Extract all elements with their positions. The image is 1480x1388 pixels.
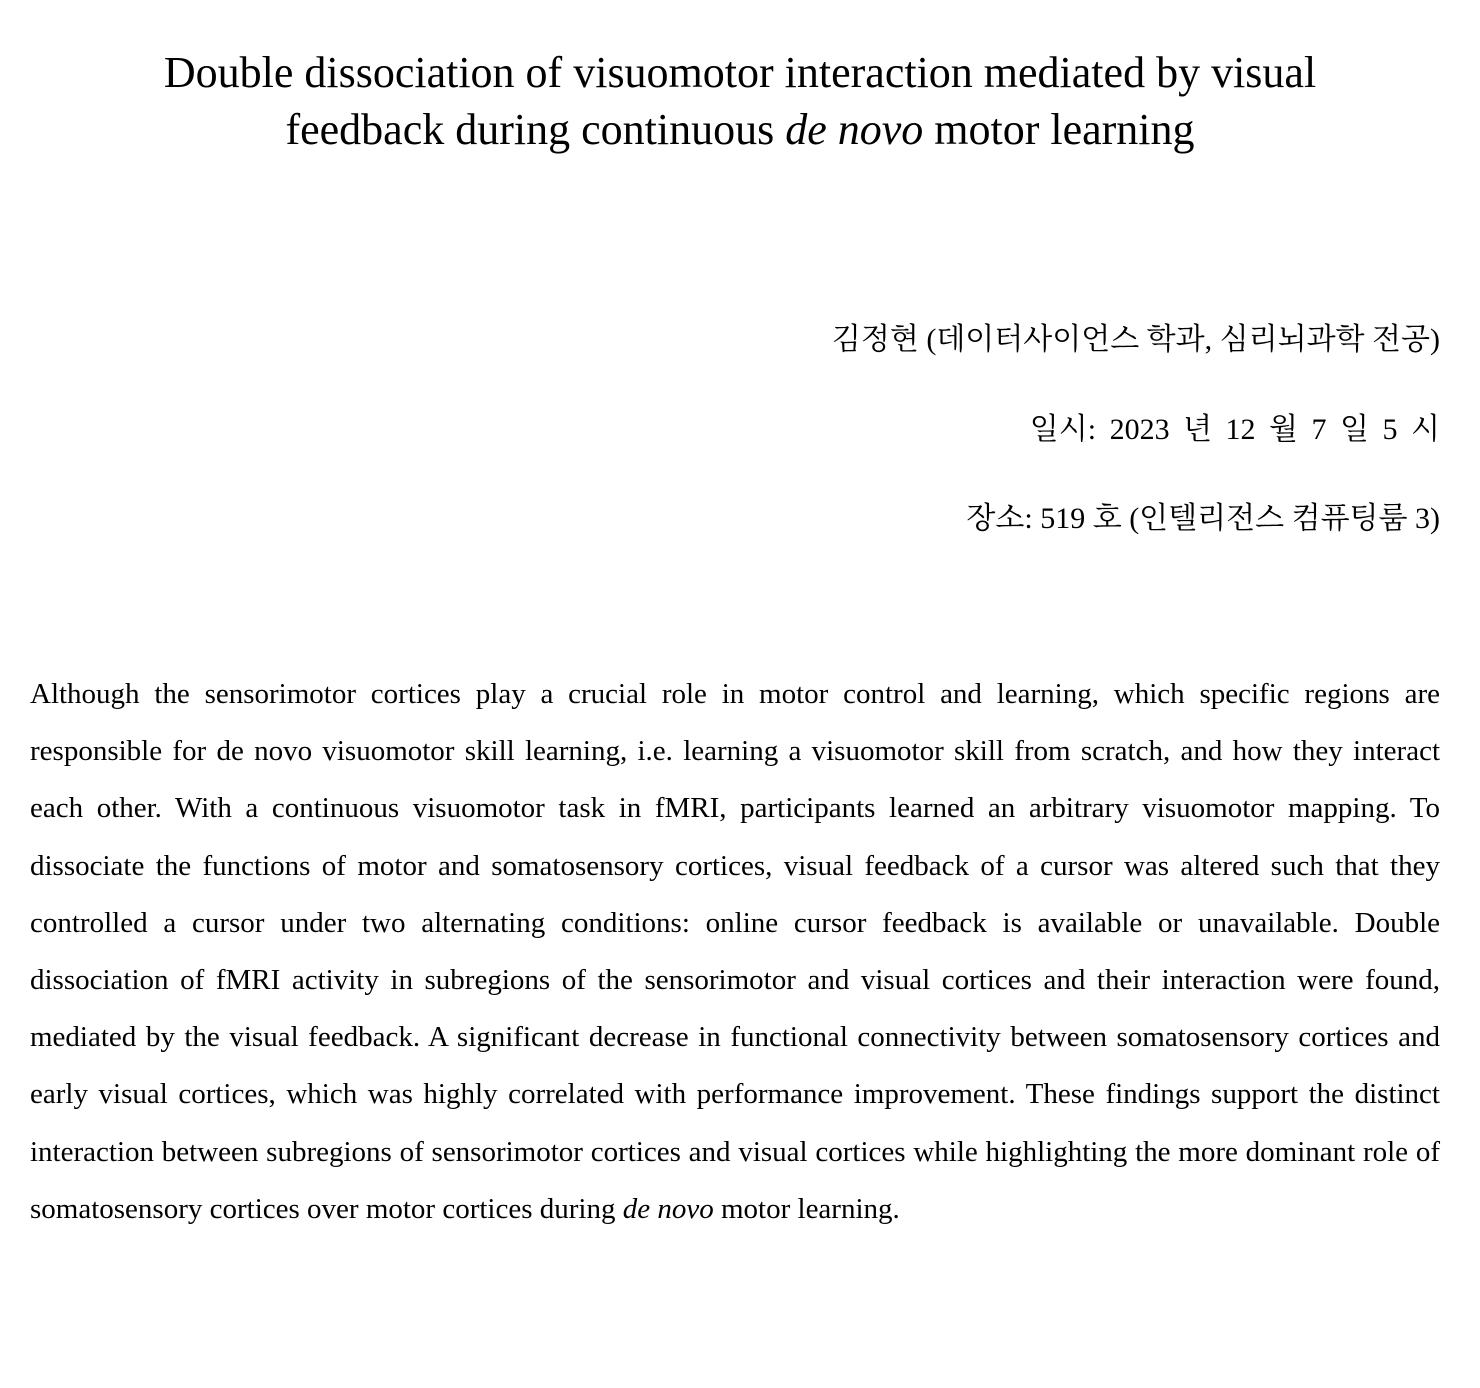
title-line-2-start: feedback during continuous [285,105,786,154]
abstract-italic-de-novo: de novo [622,1192,714,1225]
datetime-line: 일시: 2023 년 12 월 7 일 5 시 [1029,413,1440,446]
abstract-paragraph [30,666,1440,1238]
place-line: 장소: 519 호 (인텔리전스 컴퓨팅룸 3) [966,502,1440,535]
title-line-2 [60,101,1420,158]
abstract-ending: motor learning. [713,1192,900,1225]
title-line-1: Double dissociation of visuomotor interaction mediated by visual [163,48,1317,97]
author-line: 김정현 (데이터사이언스 학과, 심리뇌과학 전공) [831,323,1440,356]
title-italic-de-novo: de novo [785,105,924,154]
title-line-2-end: motor learning [923,105,1195,154]
abstract-body: Although the sensorimotor cortices play a crucial role in motor control and learning, which specific regions are responsible for de novo visuomotor skill learning, i.e. learning a visuomotor skill from scratch, and how they interact each other. With a continuous visuomotor task in fMRI, participants learned an arbitrary visuomotor mapping. To dissociate the functions of motor and somatosensory cortices, visual feedback of a cursor was altered such that they controlled a cursor under two alternating conditions: online cursor feedback is available or unavailable. Double dissociation of fMRI activity in subregions of the sensorimotor and visual cortices and their interaction were found, mediated by the visual feedback. A significant decrease in functional connectivity between somatosensory cortices and early visual cortices, which was highly correlated with performance improvement. These findings support the distinct interaction between subregions of sensorimotor cortices and visual cortices while highlighting the more dominant role of somatosensory cortices over motor cortices during [30,678,1440,1225]
document-title [60,44,1420,158]
